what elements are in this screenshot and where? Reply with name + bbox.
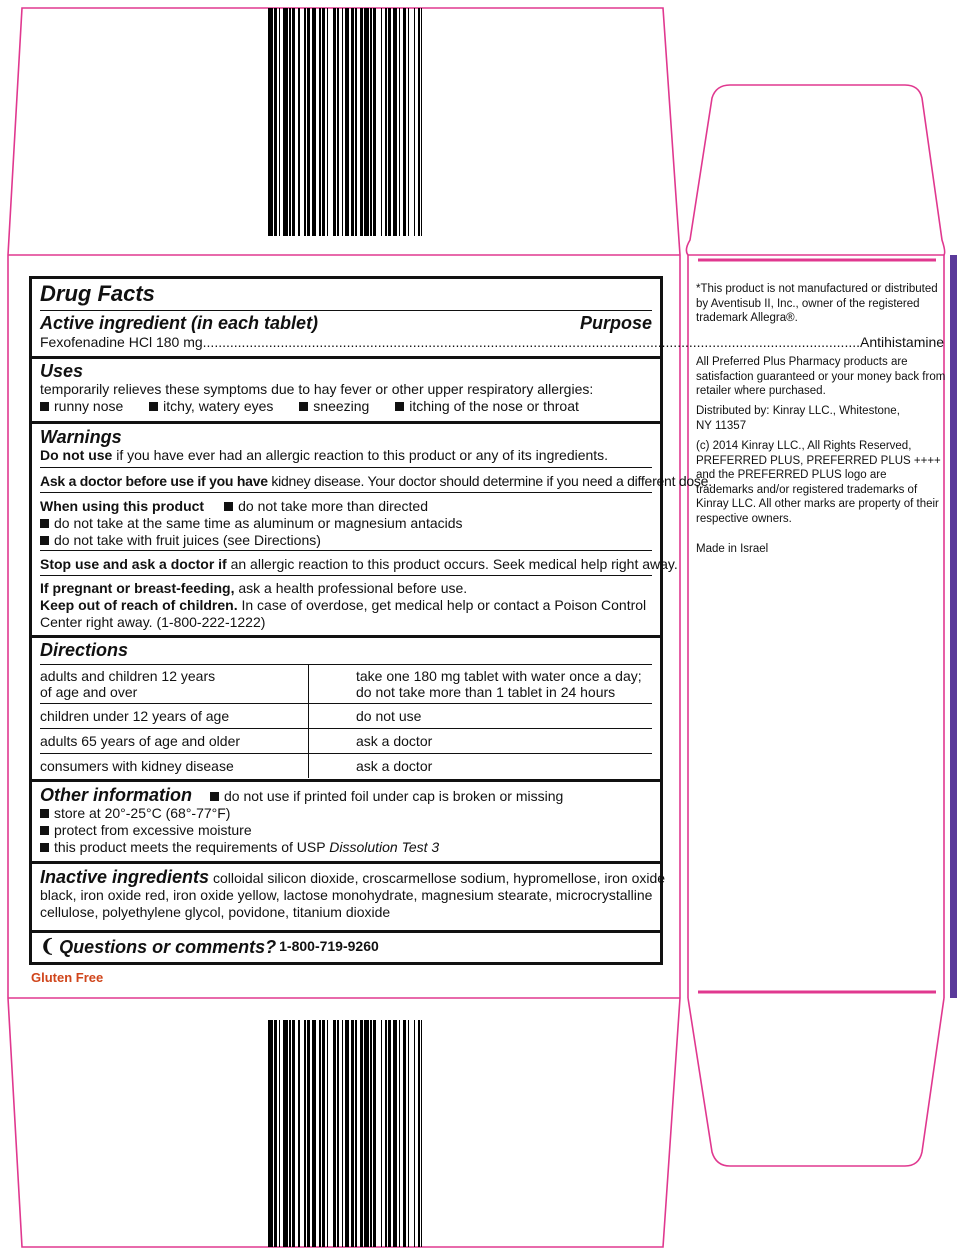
- when-using-item: do not take with fruit juices (see Directions): [40, 532, 652, 549]
- distributor-text: Distributed by: Kinray LLC., Whitestone, NY 11357: [696, 405, 900, 432]
- inactive-text: cellulose, polyethylene glycol, povidone, titanium dioxide: [40, 904, 391, 920]
- other-info-item: store at 20°-25°C (68°-77°F): [40, 805, 652, 822]
- pregnant-warning: If pregnant or breast-feeding, ask a health professional before use.: [40, 580, 468, 596]
- country-of-origin: Made in Israel: [696, 543, 769, 555]
- table-row: children under 12 years of age do not use: [40, 704, 652, 729]
- when-using: When using this product do not take more than directed: [40, 498, 429, 514]
- keep-out-warning: Keep out of reach of children. In case of overdose, get medical help or contact a Poison Control: [40, 597, 647, 613]
- uses-heading: Uses: [40, 361, 84, 381]
- inactive-heading: Inactive ingredients: [40, 867, 210, 887]
- phone-icon: ❨: [40, 936, 56, 956]
- stop-use: Stop use and ask a doctor if an allergic reaction to this product occurs. Seek medical help right away.: [40, 556, 678, 572]
- table-row: adults 65 years of age and older ask a doctor: [40, 729, 652, 754]
- barcode-top: [268, 8, 422, 236]
- inactive-text: black, iron oxide red, iron oxide yellow, lactose monohydrate, magnesium stearate, microcrystalline: [40, 887, 653, 903]
- do-not-use: Do not use if you have ever had an allergic reaction to this product or any of its ingredients.: [40, 447, 609, 463]
- ask-doctor: Ask a doctor before use if you have kidney disease. Your doctor should determine if you need a different dose.: [40, 473, 712, 489]
- other-info-item: this product meets the requirements of USP Dissolution Test 3: [40, 839, 652, 856]
- other-info-item: protect from excessive moisture: [40, 822, 652, 839]
- drug-facts-title: Drug Facts: [40, 281, 155, 306]
- table-row: adults and children 12 years of age and over take one 180 mg tablet with water once a day; do not take more than 1 tablet in 24 hours: [40, 665, 652, 704]
- use-item: itching of the nose or throat: [409, 398, 579, 414]
- table-row: consumers with kidney disease ask a doctor: [40, 754, 652, 779]
- use-item: runny nose: [54, 398, 124, 414]
- directions-table: [40, 665, 652, 778]
- use-item: sneezing: [313, 398, 370, 414]
- directions-heading: Directions: [40, 640, 129, 660]
- other-info-item: do not use if printed foil under cap is broken or missing: [224, 788, 564, 804]
- uses-list: [40, 398, 652, 415]
- active-ingredient: Fexofenadine HCl 180 mg: [40, 334, 203, 350]
- uses-text: temporarily relieves these symptoms due to hay fever or other upper respiratory allergies:: [40, 381, 594, 397]
- purpose-heading: Purpose: [579, 313, 652, 333]
- purpose-value: Antihistamine: [860, 334, 945, 350]
- other-info-heading: Other information: [40, 785, 192, 805]
- copyright-text: (c) 2014 Kinray LLC., All Rights Reserved, PREFERRED PLUS, PREFERRED PLUS ++++ and the PREFERRED PLUS logo are trademarks and/or registered trademarks of Kinray LLC. All other marks are property of their respective owners.: [696, 440, 941, 525]
- trademark-disclaimer: *This product is not manufactured or distributed by Aventisub II, Inc., owner of the registered trademark Allegra®.: [696, 283, 938, 324]
- leader-dots: .........................................................................................................................................................................: [202, 334, 861, 350]
- guarantee-text: All Preferred Plus Pharmacy products are satisfaction guaranteed or your money back from retailer where purchased.: [696, 356, 946, 397]
- gluten-free-label: Gluten Free: [31, 970, 104, 985]
- active-ingredient-heading: Active ingredient (in each tablet): [40, 313, 319, 333]
- keep-out-warning-cont: Center right away. (1-800-222-1222): [40, 614, 266, 630]
- barcode-bottom: [268, 1020, 422, 1247]
- use-item: itchy, watery eyes: [163, 398, 274, 414]
- questions-heading: Questions or comments?: [59, 936, 277, 957]
- when-using-item: do not take at the same time as aluminum or magnesium antacids: [40, 515, 652, 532]
- warnings-heading: Warnings: [40, 427, 122, 447]
- questions-phone: 1-800-719-9260: [279, 938, 379, 954]
- inactive-text: colloidal silicon dioxide, croscarmellose sodium, hypromellose, iron oxide: [209, 870, 666, 886]
